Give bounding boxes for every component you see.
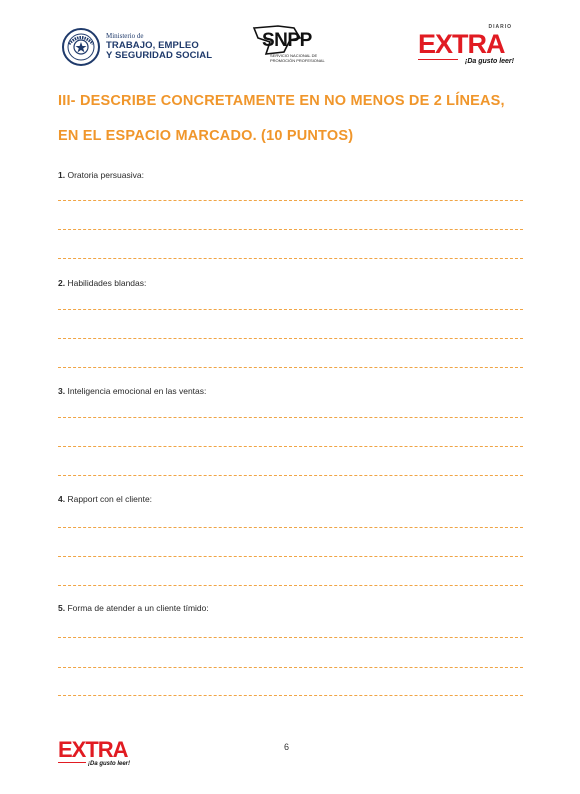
answer-line[interactable] (58, 200, 523, 201)
question-label (58, 494, 523, 504)
question-number: 3. (58, 386, 66, 396)
answer-line[interactable] (58, 475, 523, 476)
answer-line[interactable] (58, 527, 523, 528)
question-text: Inteligencia emocional en las ventas: (65, 386, 207, 396)
question-number: 2. (58, 278, 66, 288)
footer-brand: EXTRA (58, 737, 128, 762)
snpp-title: SNPP (262, 30, 312, 51)
answer-line[interactable] (58, 695, 523, 696)
section-heading-line1: III- DESCRIBE CONCRETAMENTE EN NO MENOS DE 2 LÍNEAS, (58, 93, 505, 109)
ministry-small-text: Ministerio de (106, 32, 144, 40)
question-text: Rapport con el cliente: (65, 494, 153, 504)
extra-logo (418, 24, 518, 70)
question-5 (58, 603, 523, 613)
question-text: Oratoria persuasiva: (65, 170, 144, 180)
answer-line[interactable] (58, 367, 523, 368)
question-text: Forma de atender a un cliente tímido: (65, 603, 209, 613)
snpp-logo (250, 24, 330, 68)
extra-tagline: ¡Da gusto leer! (464, 58, 514, 65)
footer-tagline: ¡Da gusto leer! (88, 761, 131, 767)
question-4 (58, 494, 523, 504)
question-number: 4. (58, 494, 66, 504)
answer-line[interactable] (58, 667, 523, 668)
question-text: Habilidades blandas: (65, 278, 147, 288)
question-1 (58, 170, 523, 180)
answer-line[interactable] (58, 309, 523, 310)
answer-line[interactable] (58, 417, 523, 418)
question-label (58, 603, 523, 613)
question-number: 1. (58, 170, 66, 180)
page-header (0, 22, 580, 72)
answer-line[interactable] (58, 446, 523, 447)
ministry-logo (62, 28, 222, 68)
ministry-name-line2: Y SEGURIDAD SOCIAL (106, 50, 213, 61)
section-heading-line2: EN EL ESPACIO MARCADO. (10 PUNTOS) (58, 128, 354, 144)
answer-line[interactable] (58, 338, 523, 339)
answer-line[interactable] (58, 258, 523, 259)
footer-extra-logo (58, 737, 148, 771)
extra-brand: EXTRA (418, 29, 505, 59)
answer-line[interactable] (58, 229, 523, 230)
answer-line[interactable] (58, 637, 523, 638)
question-label (58, 386, 523, 396)
snpp-subtitle: SERVICIO NACIONAL DE PROMOCIÓN PROFESIONAL (270, 53, 325, 63)
ministry-name-line1: TRABAJO, EMPLEO (106, 40, 199, 51)
national-seal-icon (62, 28, 100, 66)
question-number: 5. (58, 603, 66, 613)
page-number: 6 (284, 742, 290, 752)
question-label (58, 278, 523, 288)
footer-underline (58, 762, 86, 763)
extra-underline (418, 59, 458, 60)
question-3 (58, 386, 523, 396)
question-label (58, 170, 523, 180)
answer-line[interactable] (58, 585, 523, 586)
question-2 (58, 278, 523, 288)
extra-diario-label: DIARIO (488, 24, 512, 30)
answer-line[interactable] (58, 556, 523, 557)
